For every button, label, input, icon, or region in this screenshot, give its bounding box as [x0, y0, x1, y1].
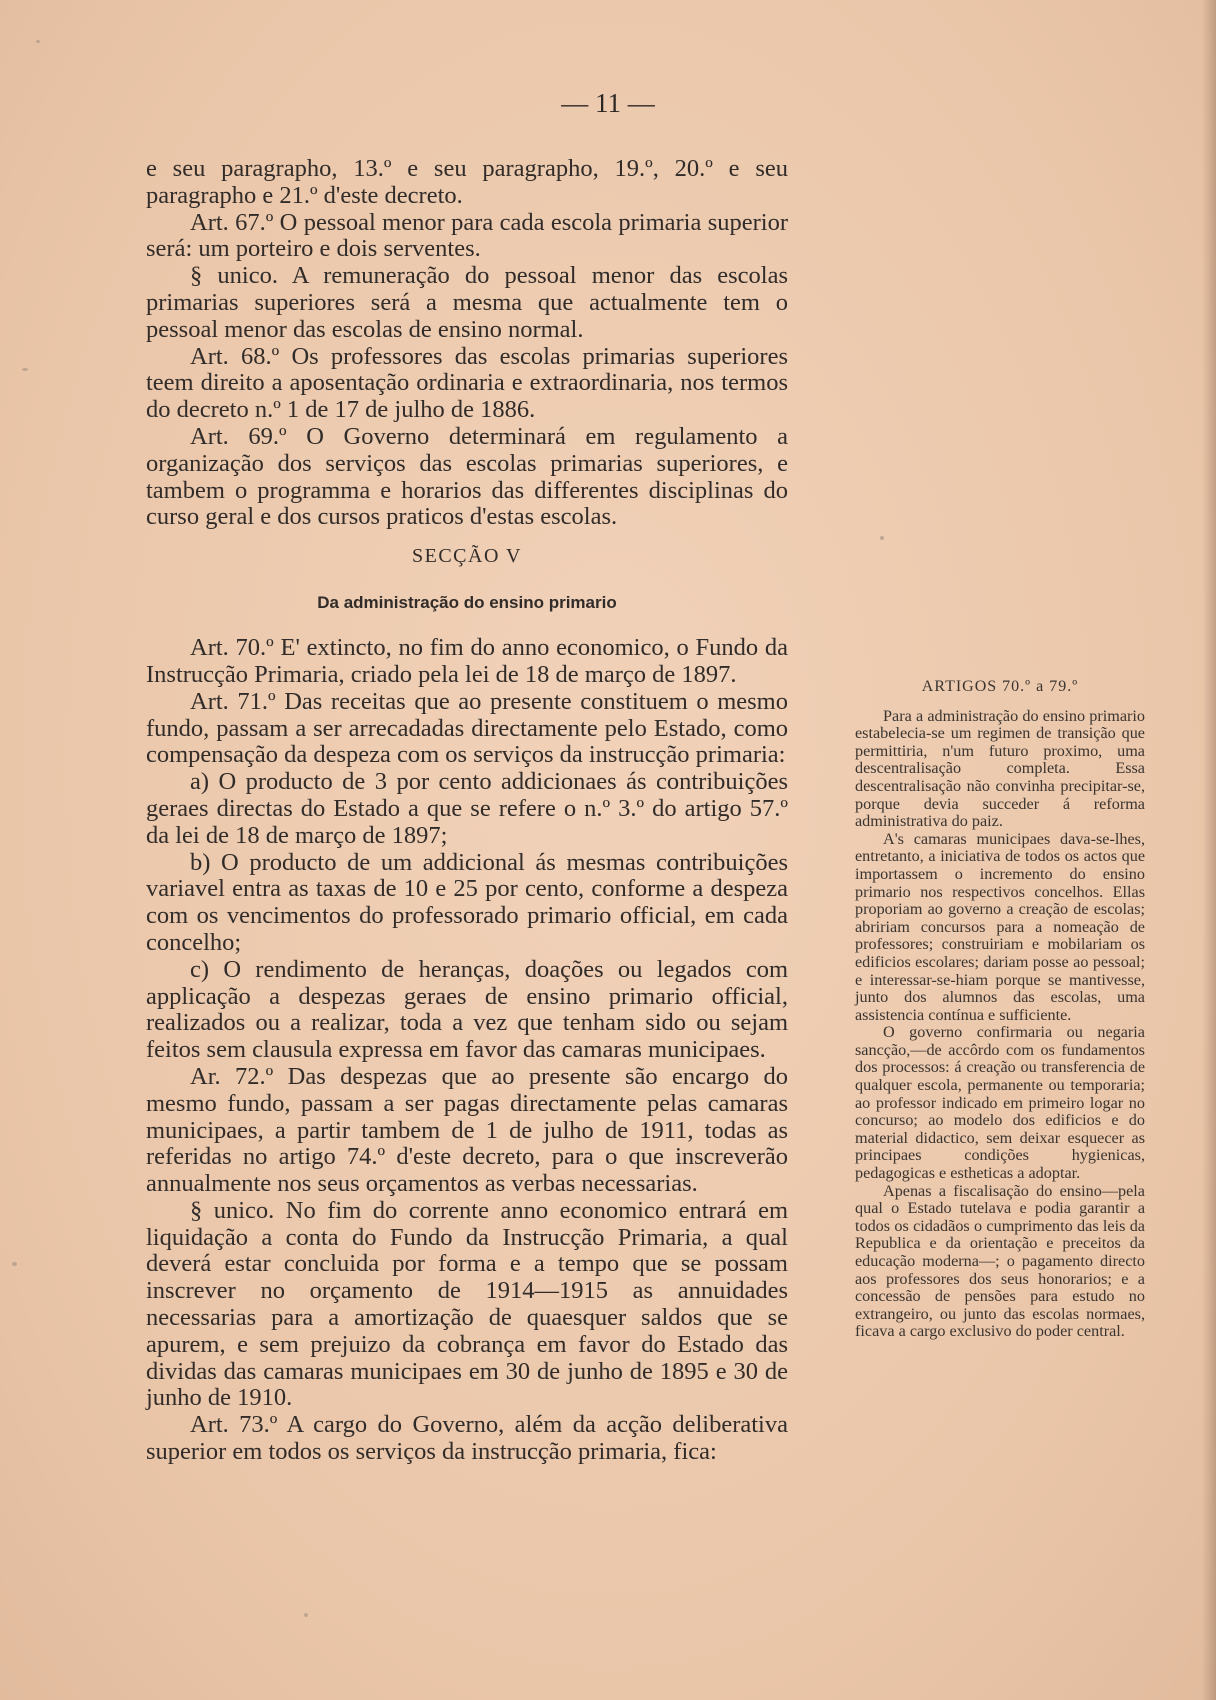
main-paragraph: Art. 67.º O pessoal menor para cada escola primaria superior será: um porteiro e dois serventes. — [146, 208, 788, 263]
main-paragraph: Art. 73.º A cargo do Governo, além da acção deliberativa superior em todos os serviços da instrucção primaria, fica: — [146, 1411, 788, 1466]
main-paragraph: Art. 69.º O Governo determinará em regulamento a organização dos serviços das escolas primarias superiores, e tambem o programma e horarios das differentes disciplinas do curso geral e dos cursos praticos d'estas escolas. — [146, 422, 788, 531]
margin-note-paragraph: O governo confirmaria ou negaria sancção,—de accôrdo com os fundamentos dos processos: á creação ou transferencia de qualquer escola, permanente ou temporaria; ao professor indicado em primeiro logar no concurso; ao modelo dos edificios e do material didactico, sem deixar esquecer as principaes condições hygienicas, pedagogicas e estheticas a adoptar. — [855, 1023, 1145, 1183]
main-list-item: c) O rendimento de heranças, doações ou legados com applicação a despezas geraes de ensino primario official, realizados ou a realizar, toda a vez que tenham sido ou sejam feitos sem clausula expressa em favor das camaras municipaes. — [146, 955, 788, 1064]
main-paragraph: Ar. 72.º Das despezas que ao presente são encargo do mesmo fundo, passam a ser pagas directamente pelas camaras municipaes, a partir tambem de 1 de julho de 1911, todas as referidas no artigo 74.º d'este decreto, para o que inscreverão annualmente nos seus orçamentos as verbas necessarias. — [146, 1062, 788, 1198]
section-title: SECÇÃO V — [412, 545, 522, 568]
main-paragraph: Art. 70.º E' extincto, no fim do anno economico, o Fundo da Instrucção Primaria, criado pela lei de 18 de março de 1897. — [146, 634, 788, 688]
main-paragraph: Art. 71.º Das receitas que ao presente constituem o mesmo fundo, passam a ser arrecadadas directamente pelo Estado, como compensação da despeza com os serviços da instrucção primaria: — [146, 687, 788, 769]
paper-speck — [304, 1613, 308, 1617]
main-paragraph: e seu paragrapho, 13.º e seu paragrapho, 19.º, 20.º e seu paragrapho e 21.º d'este decreto. — [146, 155, 788, 209]
margin-note-column — [855, 678, 1145, 1341]
main-list-item: b) O producto de um addicional ás mesmas contribuições variavel entra as taxas de 10 e 25 por cento, conforme a despeza com os vencimentos do professorado primario official, em cada concelho; — [146, 848, 788, 956]
paper-speck — [36, 40, 40, 43]
main-paragraph: Art. 68.º Os professores das escolas primarias superiores teem direito a aposentação ordinaria e extraordinaria, nos termos do decreto n.º 1 de 17 de julho de 1886. — [146, 342, 788, 424]
main-list-item: a) O producto de 3 por cento addicionaes ás contribuições geraes directas do Estado a que se refere o n.º 3.º do artigo 57.º da lei de 18 de março de 1897; — [146, 768, 788, 849]
main-paragraph: § unico. No fim do corrente anno economico entrará em liquidação a conta do Fundo da Instrucção Primaria, a qual deverá estar concluida por forma e a tempo que se possam inscrever no orçamento de 1914—1915 as annuidades necessarias para a amortização de quaesquer saldos que se apurem, e sem prejuizo da cobrança em favor do Estado das dividas das camaras municipaes em 30 de junho de 1895 e 30 de junho de 1910. — [146, 1196, 788, 1412]
page-number: — 11 — — [561, 88, 655, 118]
margin-note-heading: ARTIGOS 70.º a 79.º — [921, 678, 1079, 695]
main-paragraph: § unico. A remuneração do pessoal menor das escolas primarias superiores será a mesma que actualmente tem o pessoal menor das escolas de ensino normal. — [146, 262, 788, 343]
margin-note-paragraph: A's camaras municipaes davа-se-lhes, entretanto, a iniciativa de todos os actos que importassem o incremento do ensino primario nos respectivos concelhos. Ellas proporiam ao governo a creação de escolas; abririam concursos para a nomeação de professores; construiriam e mobilariam os edificios escolares; dariam posse ao pessoal; e interessar-se-hiam porque se mantivesse, junto dos alumnos das escolas, uma assistencia contínua e sufficiente. — [855, 829, 1145, 1024]
main-text-column — [146, 156, 788, 1466]
paper-speck — [880, 536, 884, 540]
margin-note-paragraph: Para a administração do ensino primario estabelecia-se um regimen de transição que permittiria, n'um futuro proximo, uma descentralisação completa. Essa descentralisação não convinha precipitar-se, porque devia succeder á reforma administrativa do paiz. — [855, 706, 1145, 831]
paper-speck — [12, 1262, 17, 1266]
section-subtitle: Da administração do ensino primario — [317, 593, 617, 613]
page-edge-shadow — [1202, 0, 1216, 1700]
paper-speck — [22, 368, 28, 371]
margin-note-paragraph: Apenas a fiscalisação do ensino—pela qual o Estado tutelava e podia garantir a todos os cidadãos o cumprimento das leis da Republica e da orientação e preceitos da educação moderna—; o pagamento directo aos professores dos seus honorarios; e a concessão de pensões para estudo no extrangeiro, ou junto das escolas normaes, ficava a cargo exclusivo do poder central. — [855, 1181, 1145, 1341]
